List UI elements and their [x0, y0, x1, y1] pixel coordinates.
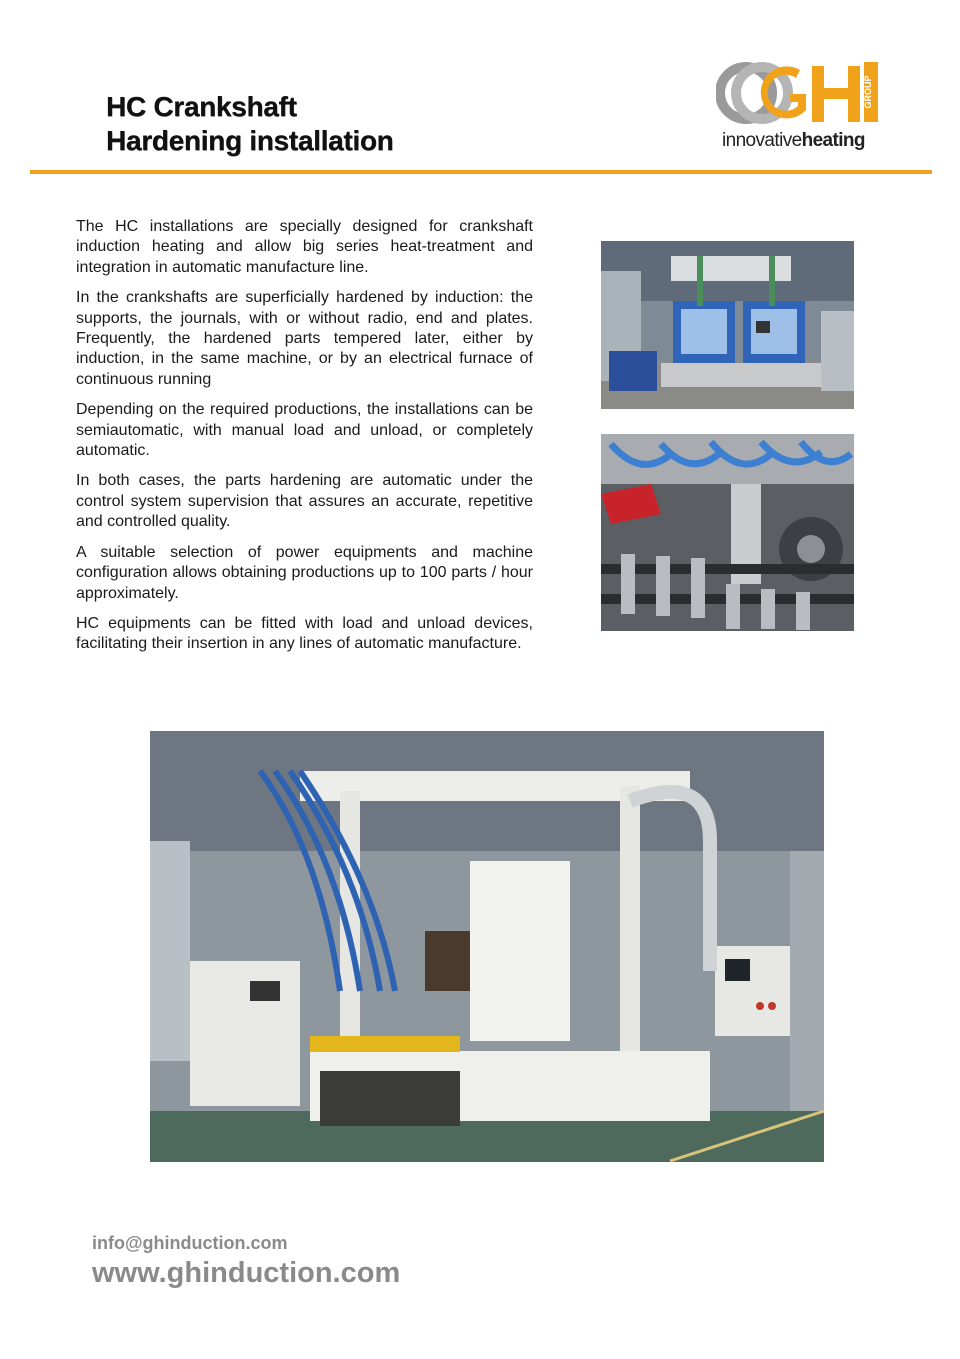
photo-hardening-machine — [150, 731, 824, 1162]
paragraph: In both cases, the parts hardening are automatic under the control system supervision that assures an accurate, repetitive and controlled quality. — [76, 472, 533, 531]
paragraph: In the crankshafts are superficially hardened by induction: the supports, the journals, with or without radio, end and plates. Frequently, the hardened parts tempered later, either by induction, in the same machine, or by an electrical furnace of continuous running — [76, 289, 533, 388]
title-line-2: Hardening installation — [106, 125, 394, 156]
title-line-1: HC Crankshaft — [106, 91, 297, 122]
website-link[interactable]: www.ghinduction.com — [92, 1257, 401, 1289]
tagline-bold: heating — [801, 130, 865, 151]
footer-contact — [92, 1232, 400, 1290]
photo-installation-overview — [601, 241, 854, 409]
paragraph: Depending on the required productions, the installations can be semiautomatic, with manual load and unload, or completely automatic. — [76, 401, 533, 460]
photo-crankshafts-closeup — [601, 434, 854, 631]
email-link[interactable]: info@ghinduction.com — [92, 1233, 288, 1253]
gh-logo-mark-icon — [716, 58, 882, 128]
logo-tagline — [722, 130, 865, 152]
logo-group-text: GROUP — [863, 75, 873, 109]
body-text — [76, 217, 533, 665]
paragraph: HC equipments can be fitted with load and unload devices, facilitating their insertion in any lines of automatic manufacture. — [76, 614, 533, 653]
header-divider — [30, 170, 932, 174]
paragraph: A suitable selection of power equipments and machine configuration allows obtaining productions up to 100 parts / hour approximately. — [76, 543, 533, 602]
paragraph: The HC installations are specially designed for crankshaft induction heating and allow big series heat-treatment and integration in automatic manufacture line. — [76, 218, 533, 276]
tagline-regular: innovative — [722, 130, 802, 151]
page-title — [106, 90, 393, 158]
